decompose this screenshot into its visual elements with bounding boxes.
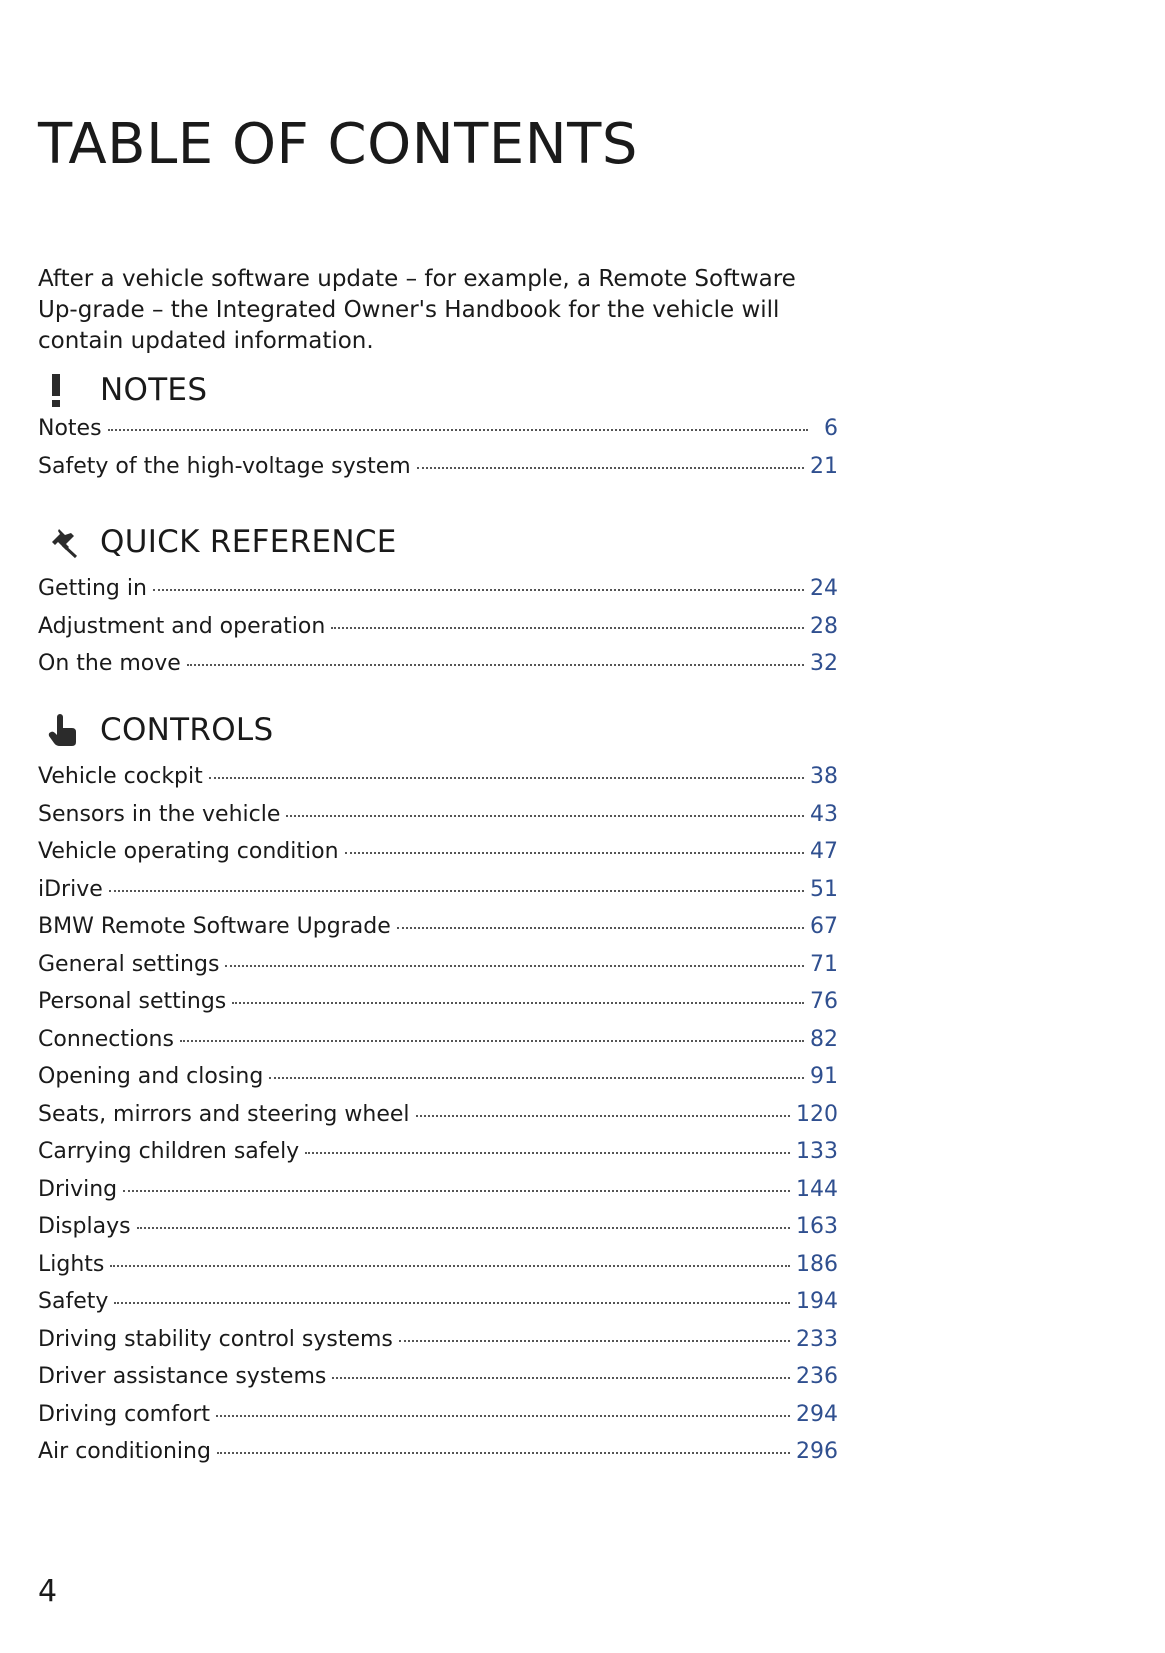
toc-entry-label: Driver assistance systems [38,1364,327,1389]
dot-leader [397,927,804,929]
toc-entry[interactable] [38,914,838,952]
toc-entry-label: BMW Remote Software Upgrade [38,914,391,939]
toc-entry-label: Getting in [38,576,147,601]
dot-leader [187,664,804,666]
dot-leader [114,1302,790,1304]
section-header-notes [38,368,838,412]
toc-entry[interactable] [38,416,838,454]
dot-leader [331,627,804,629]
dot-leader [332,1377,790,1379]
toc-entry-page: 28 [810,613,838,639]
toc-entry[interactable] [38,576,838,614]
toc-entry[interactable] [38,952,838,990]
toc-entry-label: Opening and closing [38,1064,264,1089]
toc-entry-page: 91 [810,1064,838,1089]
section-quick-reference [38,520,838,689]
toc-entry[interactable] [38,1139,838,1177]
toc-entry-page: 43 [810,801,838,827]
dot-leader [180,1040,804,1042]
dot-leader [110,1265,790,1267]
section-title-controls: CONTROLS [100,712,274,748]
section-header-controls [38,708,838,752]
toc-entry-label: Seats, mirrors and steering wheel [38,1101,410,1127]
dot-leader [108,429,808,431]
toc-entry-page: 71 [810,951,838,977]
toc-entry[interactable] [38,839,838,877]
toc-entry[interactable] [38,764,838,802]
toc-entry-page: 296 [796,1439,838,1464]
toc-entry[interactable] [38,1064,838,1102]
page-number: 4 [38,1574,58,1609]
toc-entry-page: 186 [796,1251,838,1277]
toc-entry-label: Carrying children safely [38,1139,300,1164]
toc-entry-page: 6 [824,416,838,441]
dot-leader [209,777,804,779]
dot-leader [416,1115,791,1117]
toc-entry[interactable] [38,877,838,915]
toc-entry[interactable] [38,614,838,652]
toc-entry[interactable] [38,989,838,1027]
section-title-quick-reference: QUICK REFERENCE [100,524,397,560]
toc-entry[interactable] [38,1402,838,1440]
dot-leader [345,852,804,854]
toc-entry-page: 233 [796,1326,838,1352]
section-controls [38,708,838,1477]
toc-entry-page: 38 [810,764,838,789]
toc-entry[interactable] [38,1102,838,1140]
toc-entry-label: Lights [38,1251,105,1277]
dot-leader [225,965,804,967]
toc-entry-label: Vehicle cockpit [38,764,203,789]
toc-entry-page: 51 [810,876,838,902]
toc-entry-page: 144 [796,1176,838,1202]
toc-entry[interactable] [38,1364,838,1402]
toc-entry[interactable] [38,454,838,492]
toc-entry[interactable] [38,1214,838,1252]
toc-entry-label: Notes [38,416,102,441]
toc-list-notes [38,416,838,491]
toc-entry-page: 163 [796,1214,838,1239]
dot-leader [123,1190,790,1192]
toc-entry[interactable] [38,1177,838,1215]
toc-entry-page: 82 [810,1026,838,1052]
toc-list-quick-reference [38,576,838,689]
dot-leader [269,1077,804,1079]
dot-leader [109,890,804,892]
toc-entry-label: Adjustment and operation [38,613,326,639]
toc-entry-label: Safety of the high-voltage system [38,453,411,479]
toc-entry-page: 47 [810,839,838,864]
dot-leader [286,815,804,817]
toc-entry-page: 76 [810,989,838,1014]
toc-entry-label: Vehicle operating condition [38,839,339,864]
toc-entry-page: 194 [796,1289,838,1314]
toc-entry-label: Driving [38,1176,118,1202]
toc-entry[interactable] [38,802,838,840]
section-title-notes: NOTES [100,372,208,408]
toc-entry[interactable] [38,1252,838,1290]
pointing-hand-icon [38,708,86,752]
dot-leader [417,467,804,469]
toc-entry[interactable] [38,651,838,689]
dot-leader [217,1452,790,1454]
page-title: TABLE OF CONTENTS [38,112,638,177]
dot-leader [305,1152,790,1154]
dot-leader [399,1340,790,1342]
toc-entry-page: 32 [810,651,838,676]
toc-entry-label: Displays [38,1214,131,1239]
toc-entry-label: Connections [38,1026,174,1052]
toc-entry-label: Air conditioning [38,1439,211,1464]
toc-entry[interactable] [38,1027,838,1065]
toc-entry-page: 133 [796,1139,838,1164]
exclamation-icon [38,368,86,412]
toc-entry-label: Driving stability control systems [38,1326,393,1352]
dot-leader [137,1227,790,1229]
section-header-quick-reference [38,520,838,564]
toc-entry-page: 120 [796,1101,838,1127]
toc-entry-label: iDrive [38,876,103,902]
toc-entry-label: Sensors in the vehicle [38,801,281,827]
toc-entry-page: 294 [796,1401,838,1427]
toc-entry-label: Safety [38,1289,109,1314]
toc-entry-label: General settings [38,951,220,977]
section-notes [38,368,838,491]
toc-entry-page: 21 [810,453,838,479]
dot-leader [153,589,804,591]
dot-leader [232,1002,804,1004]
toc-entry-page: 236 [796,1364,838,1389]
dot-leader [216,1415,790,1417]
toc-entry-page: 24 [810,576,838,601]
toc-list-controls [38,764,838,1477]
toc-entry-label: Driving comfort [38,1401,210,1427]
toc-entry[interactable] [38,1289,838,1327]
toc-entry-label: Personal settings [38,989,227,1014]
toc-entry-page: 67 [810,914,838,939]
toc-entry[interactable] [38,1327,838,1365]
toc-entry[interactable] [38,1439,838,1477]
toc-entry-label: On the move [38,651,181,676]
intro-text: After a vehicle software update – for example, a Remote Software Up-grade – the Integrated Owner's Handbook for the vehicle will contain updated information. [38,266,796,354]
pushpin-icon [38,520,86,564]
